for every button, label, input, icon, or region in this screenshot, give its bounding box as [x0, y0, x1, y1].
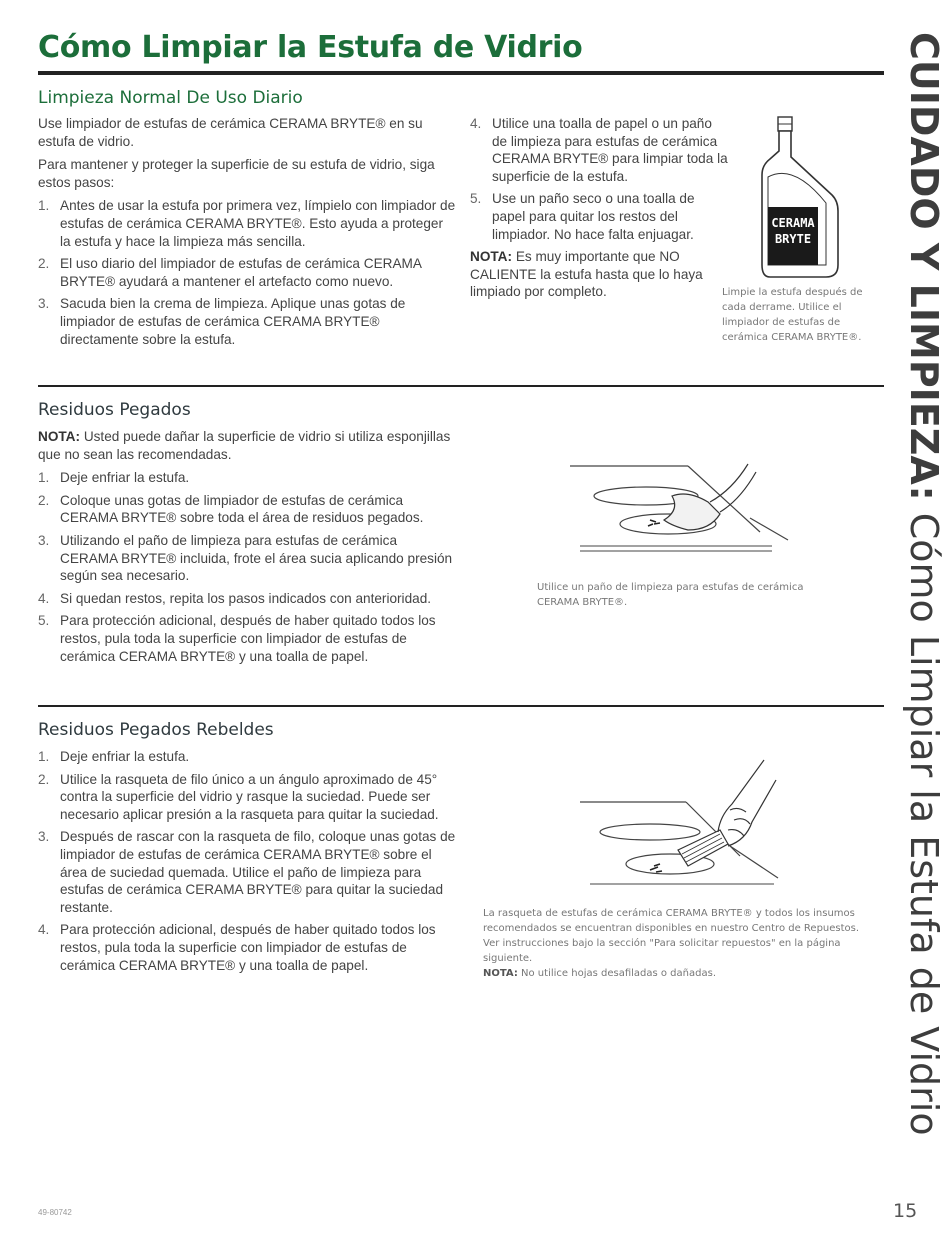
steps-list — [470, 115, 728, 243]
step-text: Use un paño seco o una toalla de papel para quitar los restos del limpiador. No hace falta enjuagar. — [492, 191, 695, 242]
step-text: Deje enfriar la estufa. — [60, 749, 190, 764]
side-title — [902, 32, 946, 1136]
list-item — [38, 612, 456, 665]
list-item — [38, 295, 456, 348]
list-item — [470, 190, 728, 243]
step-text: Sacuda bien la crema de limpieza. Aplique unas gotas de limpiador de estufas de cerámica CERAMA BRYTE® directamente sobre la estufa. — [60, 296, 406, 347]
nota-label: NOTA: — [38, 429, 81, 444]
document-code: 49-80742 — [38, 1208, 72, 1217]
nota-label: NOTA: — [470, 249, 513, 265]
scraper-caption-text: La rasqueta de estufas de cerámica CERAMA BRYTE® y todos los insumos recomendados se encuentran disponibles en nuestro Centro de Repuestos. Ver instrucciones bajo la sección "Para solicitar repuestos" en la página siguiente. — [483, 908, 860, 964]
step-text: Si quedan restos, repita los pasos indicados con anterioridad. — [60, 590, 432, 606]
section-divider — [38, 705, 884, 707]
list-item — [38, 921, 456, 974]
section3-column — [38, 748, 456, 979]
list-item — [38, 492, 456, 527]
step-text: El uso diario del limpiador de estufas de cerámica CERAMA BRYTE® ayudará a mantener el artefacto como nuevo. — [60, 256, 422, 289]
step-text: Utilice la rasqueta de filo único a un ángulo aproximado de 45° contra la superficie del vidrio y rasque la suciedad. Puede ser necesario aplicar presión a la rasqueta para quitar la suciedad. — [60, 771, 439, 822]
step-number: 4. — [470, 116, 482, 131]
scraper-illustration — [570, 760, 790, 900]
nota-paragraph — [38, 428, 456, 463]
section-divider — [38, 385, 884, 387]
list-item — [38, 828, 456, 916]
hand-icon — [718, 760, 764, 832]
step-number: 3. — [38, 296, 50, 312]
bottle-label-text: BRYTE — [774, 232, 812, 246]
section2-column — [38, 428, 456, 670]
list-item — [38, 197, 456, 250]
section-heading-daily: Limpieza Normal De Uso Diario — [38, 88, 303, 108]
step-number: 1. — [38, 470, 50, 486]
section-heading-stubborn-residue: Residuos Pegados Rebeldes — [38, 720, 274, 740]
section-heading-stuck-residue: Residuos Pegados — [38, 400, 191, 420]
bottle-caption: Limpie la estufa después de cada derrame. Utilice el limpiador de estufas de cerámica CERAMA BRYTE®. — [722, 287, 863, 343]
scraper-caption — [483, 906, 878, 981]
step-number: 5. — [38, 613, 50, 629]
page-title: Cómo Limpiar la Estufa de Vidrio — [38, 30, 583, 65]
title-rule — [38, 71, 884, 75]
intro-paragraph: Use limpiador de estufas de cerámica CERAMA BRYTE® en su estufa de vidrio. — [38, 116, 423, 149]
scraper-caption-nota — [483, 966, 878, 981]
list-item — [38, 469, 456, 487]
burner-ring-icon — [600, 824, 700, 840]
cooktop-cloth-illustration — [560, 450, 790, 570]
side-title-light: Cómo Limpiar la Estufa de Vidrio — [902, 512, 946, 1136]
bottle-label-text: CERAMA — [771, 216, 815, 230]
list-item — [38, 590, 456, 608]
step-text: Utilice una toalla de papel o un paño de limpieza para estufas de cerámica CERAMA BRYTE® para limpiar toda la superficie de la estufa. — [492, 116, 728, 184]
step-number: 4. — [38, 590, 50, 606]
step-number: 5. — [470, 191, 482, 207]
step-text: Antes de usar la estufa por primera vez, límpielo con limpiador de estufas de cerámica CERAMA BRYTE®. Esto ayuda a proteger la estufa y hace la limpieza más sencilla. — [60, 198, 456, 249]
step-number: 4. — [38, 922, 50, 938]
nota-label: NOTA: — [483, 968, 518, 979]
intro-paragraph: Para mantener y proteger la superficie de su estufa de vidrio, siga estos pasos: — [38, 157, 435, 190]
list-item — [470, 115, 728, 185]
section1-right-column — [470, 115, 728, 307]
section1-left-column — [38, 115, 456, 353]
side-title-strong: CUIDADO Y LIMPIEZA: — [902, 32, 946, 501]
nota-paragraph — [470, 248, 728, 301]
step-number: 2. — [38, 492, 50, 508]
step-number: 3. — [38, 829, 50, 845]
step-number: 2. — [38, 771, 50, 787]
page-number: 15 — [893, 1200, 918, 1222]
steps-list — [38, 748, 456, 974]
cloth-caption: Utilice un paño de limpieza para estufas de cerámica CERAMA BRYTE®. — [537, 582, 804, 608]
step-number: 1. — [38, 198, 50, 214]
step-number: 1. — [38, 749, 50, 764]
list-item — [38, 255, 456, 290]
step-number: 3. — [38, 532, 50, 548]
step-text: Para protección adicional, después de haber quitado todos los restos, pula toda la superficie con limpiador de estufas de cerámica CERAMA BRYTE® y una toalla de papel. — [60, 613, 436, 664]
cleaner-bottle-illustration — [760, 115, 850, 285]
nota-text: No utilice hojas desafiladas o dañadas. — [521, 968, 716, 979]
steps-list — [38, 197, 456, 348]
step-text: Deje enfriar la estufa. — [60, 470, 190, 486]
step-text: Después de rascar con la rasqueta de filo, coloque unas gotas de limpiador de estufas de cerámica CERAMA BRYTE® sobre el área de suciedad quemada. Utilice el paño de limpieza para estufas de cerámica CERAMA BRYTE® para quitar la suciedad restante. — [60, 829, 456, 915]
step-text: Coloque unas gotas de limpiador de estufas de cerámica CERAMA BRYTE® sobre toda el área de residuos pegados. — [60, 492, 424, 526]
list-item — [38, 771, 456, 824]
cleaning-cloth-icon — [664, 494, 720, 530]
nota-text: Es muy importante que NO CALIENTE la estufa hasta que lo haya limpiado por completo. — [470, 249, 703, 300]
step-text: Utilizando el paño de limpieza para estufas de cerámica CERAMA BRYTE® incluida, frote el área sucia aplicando presión según sea necesario. — [60, 532, 453, 584]
nota-text: Usted puede dañar la superficie de vidrio si utiliza esponjillas que no sean las recomendadas. — [38, 429, 451, 462]
step-text: Para protección adicional, después de haber quitado todos los restos, pula toda la superficie con limpiador de estufas de cerámica CERAMA BRYTE® y una toalla de papel. — [60, 922, 436, 973]
step-number: 2. — [38, 256, 50, 272]
steps-list — [38, 469, 456, 665]
list-item — [38, 532, 456, 585]
list-item — [38, 748, 456, 766]
